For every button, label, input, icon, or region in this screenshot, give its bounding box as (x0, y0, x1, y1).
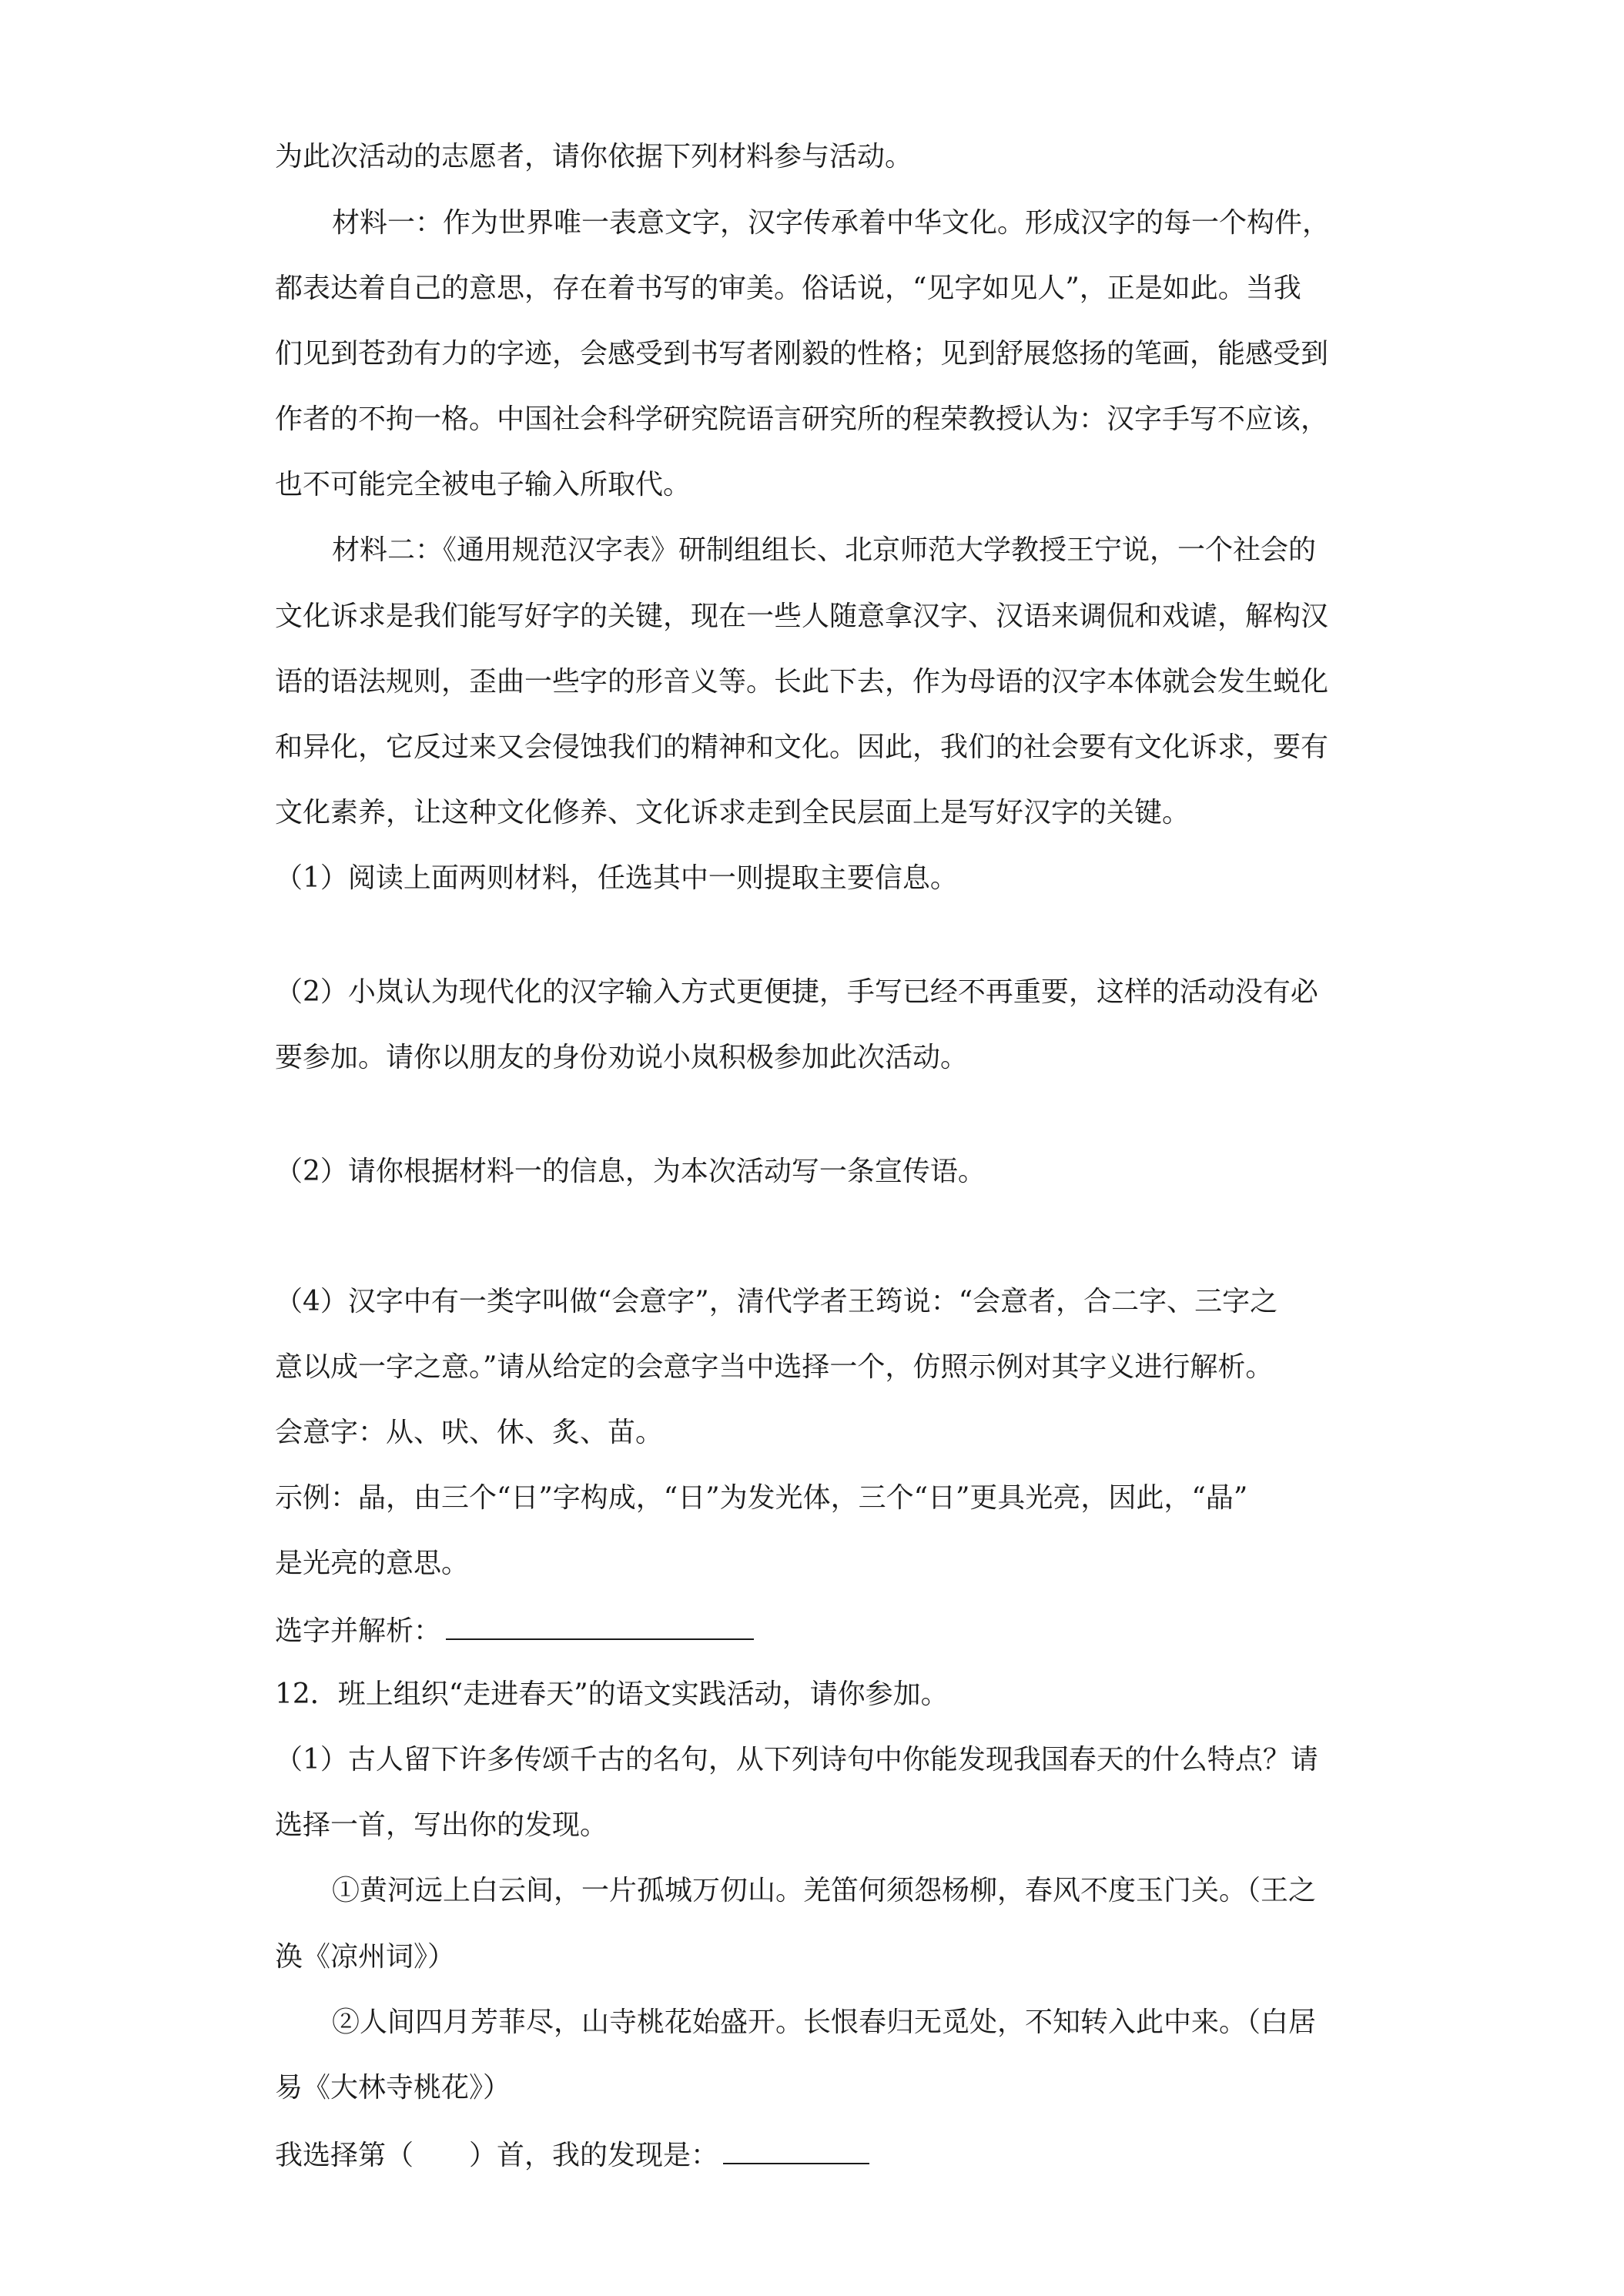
answer-line (275, 1612, 754, 1648)
question-12-title: 12．班上组织“走进春天”的语文实践活动，请你参加。 (275, 1678, 949, 1710)
question-line: （4）汉字中有一类字叫做“会意字”，清代学者王筠说：“会意者，合二字、三字之 (275, 1286, 1278, 1317)
material-line: 文化素养，让这种文化修养、文化诉求走到全民层面上是写好汉字的关键。 (275, 797, 1190, 828)
material-line: 文化诉求是我们能写好字的关键，现在一些人随意拿汉字、汉语来调侃和戏谑，解构汉 (275, 601, 1329, 632)
question-line: 意以成一字之意。”请从给定的会意字当中选择一个，仿照示例对其字义进行解析。 (275, 1351, 1274, 1383)
question-3: （2）请你根据材料一的信息，为本次活动写一条宣传语。 (275, 1156, 986, 1187)
question-line: 是光亮的意思。 (275, 1548, 470, 1579)
question-line: 要参加。请你以朋友的身份劝说小岚积极参加此次活动。 (275, 1042, 969, 1073)
material-line: 作者的不拘一格。中国社会科学研究院语言研究所的程荣教授认为：汉字手写不应该， (275, 403, 1329, 435)
material-line: 材料一：作为世界唯一表意文字，汉字传承着中华文化。形成汉字的每一个构件， (332, 207, 1331, 239)
material-line: 也不可能完全被电子输入所取代。 (275, 469, 691, 500)
poem-line: ②人间四月芳菲尽，山寺桃花始盛开。长恨春归无觅处，不知转入此中来。（白居 (332, 2006, 1317, 2038)
material-line: 语的语法规则，歪曲一些字的形音义等。长此下去，作为母语的汉字本体就会发生蜕化 (275, 666, 1329, 698)
poem-line: ①黄河远上白云间，一片孤城万仞山。羌笛何须怨杨柳，春风不度玉门关。（王之 (332, 1875, 1317, 1906)
question-1: （1）阅读上面两则材料，任选其中一则提取主要信息。 (275, 862, 958, 894)
poem-line: 涣《凉州词》） (275, 1941, 456, 1973)
question-line: 选择一首，写出你的发现。 (275, 1809, 608, 1841)
discovery-blank[interactable] (723, 2137, 869, 2164)
choice-line (275, 2137, 869, 2173)
poem-line: 易《大林寺桃花》） (275, 2072, 511, 2104)
question-line: 示例：晶，由三个“日”字构成，“日”为发光体，三个“日”更具光亮，因此，“晶” (275, 1482, 1248, 1514)
question-line: 会意字：从、吠、休、炙、苗。 (275, 1417, 664, 1448)
answer-blank[interactable] (446, 1612, 754, 1640)
material-line: 材料二：《通用规范汉字表》研制组组长、北京师范大学教授王宁说，一个社会的 (332, 534, 1317, 566)
intro-line: 为此次活动的志愿者，请你依据下列材料参与活动。 (275, 141, 913, 172)
material-line: 都表达着自己的意思，存在着书写的审美。俗话说，“见字如见人”，正是如此。当我 (275, 273, 1301, 304)
question-line: （1）古人留下许多传颂千古的名句，从下列诗句中你能发现我国春天的什么特点？请 (275, 1744, 1318, 1776)
material-line: 和异化，它反过来又会侵蚀我们的精神和文化。因此，我们的社会要有文化诉求，要有 (275, 731, 1329, 763)
material-line: 们见到苍劲有力的字迹，会感受到书写者刚毅的性格；见到舒展悠扬的笔画，能感受到 (275, 338, 1329, 370)
answer-label: 选字并解析： (275, 1615, 442, 1647)
question-line: （2）小岚认为现代化的汉字输入方式更便捷，手写已经不再重要，这样的活动没有必 (275, 976, 1318, 1008)
choice-label: 我选择第（ ）首，我的发现是： (275, 2140, 719, 2171)
